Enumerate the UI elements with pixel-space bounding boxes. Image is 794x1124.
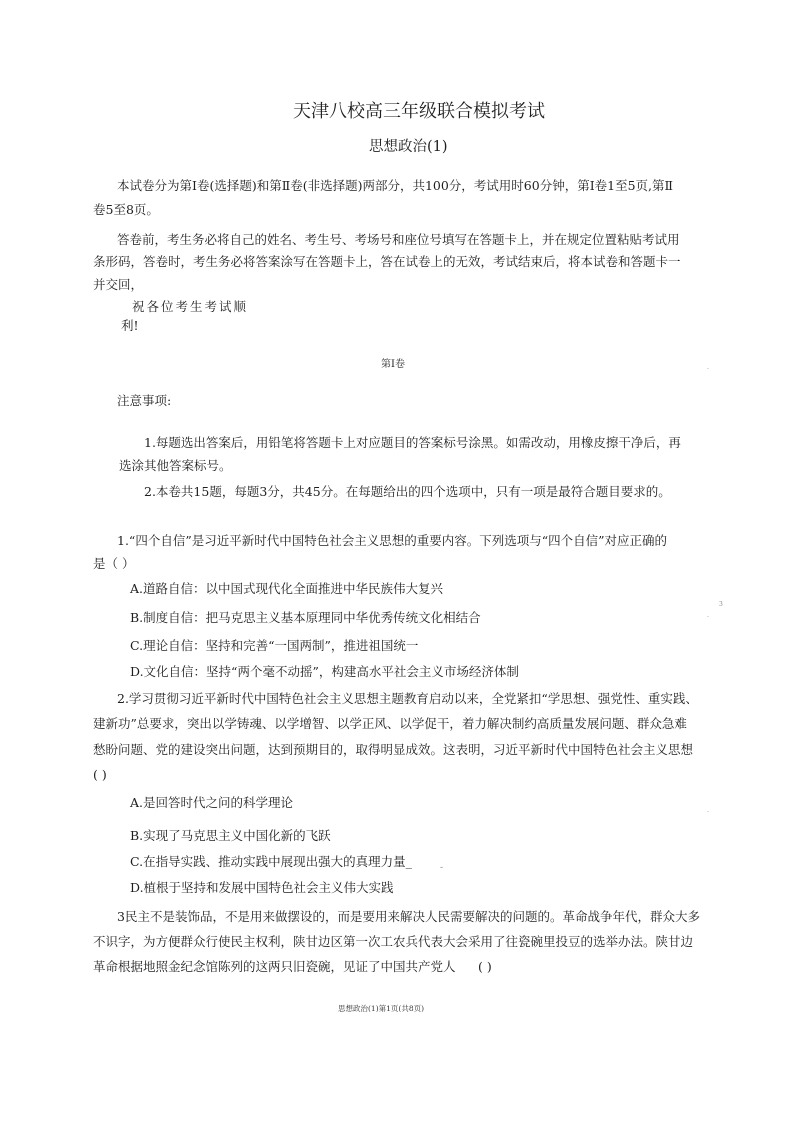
q2-option-c: C.在指导实践、推动实践中展现出强大的真理力量_ bbox=[130, 854, 412, 869]
q1-option-b: B.制度自信：把马克思主义基本原理同中华优秀传统文化相结合 bbox=[130, 610, 481, 625]
exam-subtitle: 思想政治(1) bbox=[369, 139, 448, 155]
q1-option-d: D.文化自信：坚持“两个毫不动摇”，构建高水平社会主义市场经济体制 bbox=[130, 664, 519, 679]
q1-stem-line-1: 1.“四个自信”是习近平新时代中国特色社会主义思想的重要内容。下列选项与“四个自信”对应正确的 bbox=[117, 533, 667, 548]
section-title: 第Ⅰ卷 bbox=[381, 359, 405, 370]
q1-stem-line-2: 是（ ） bbox=[93, 556, 135, 571]
note-line-1: 1.每题选出答案后，用铅笔将答题卡上对应题目的答案标号涂黑。如需改动，用橡皮擦干净后，再 bbox=[144, 435, 681, 450]
notes-heading: 注意事项: bbox=[117, 393, 172, 408]
intro-line-5: 并交回， bbox=[93, 277, 144, 292]
wish-line-2: 利! bbox=[121, 318, 139, 333]
wish-line-1: 祝各位考生考试顺 bbox=[132, 299, 249, 314]
q3-stem-line-2: 不识字，为方便群众行使民主权利，陕甘边区第一次工农兵代表大会采用了往瓷碗里投豆的选举办法。陕甘边 bbox=[93, 934, 694, 949]
note-line-2: 选涂其他答案标号。 bbox=[119, 458, 232, 473]
stray-mark-3: · bbox=[707, 809, 709, 816]
intro-line-2: 卷5至8页。 bbox=[93, 202, 159, 217]
q2-stem-line-1: 2.学习贯彻习近平新时代中国特色社会主义思想主题教育启动以来，全党紧扣“学思想、强党性、重实践、 bbox=[117, 691, 698, 706]
q1-option-c: C.理论自信：坚持和完善“一国两制”，推进祖国统一 bbox=[130, 638, 419, 653]
intro-line-1: 本试卷分为第Ⅰ卷(选择题)和第Ⅱ卷(非选择题)两部分，共100分，考试用时60分钟，第Ⅰ卷1至5页,第Ⅱ bbox=[117, 178, 674, 193]
q3-stem-line-3: 革命根据地照金纪念馆陈列的这两只旧瓷碗，见证了中国共产党人 bbox=[93, 959, 456, 974]
q2-stem-line-3: 愁盼问题、党的建设突出问题，达到预期目的，取得明显成效。这表明，习近平新时代中国特色社会主义思想 bbox=[93, 742, 694, 757]
q2-option-d: D.植根于坚持和发展中国特色社会主义伟大实践 bbox=[130, 880, 394, 895]
q2-option-a: A.是回答时代之问的科学理论 bbox=[130, 795, 294, 810]
stray-mark-digit: 3 bbox=[719, 601, 723, 608]
q2-option-b: B.实现了马克思主义中国化新的飞跃 bbox=[130, 828, 331, 843]
q2-stem-line-2: 建新功”总要求，突出以学铸魂、以学增智、以学正风、以学促干，着力解决制约高质量发展问题、群众急难 bbox=[93, 716, 687, 731]
q3-answer-blank: ( ) bbox=[478, 959, 492, 974]
q2-stem-line-4: ( ) bbox=[93, 767, 107, 782]
intro-line-3: 答卷前，考生务必将自己的姓名、考生号、考场号和座位号填写在答题卡上，并在规定位置粘贴考试用 bbox=[117, 232, 680, 247]
note-line-3: 2.本卷共15题，每题3分，共45分。在每题给出的四个选项中，只有一项是最符合题目要求的。 bbox=[144, 484, 671, 499]
q1-option-a: A.道路自信：以中国式现代化全面推进中华民族伟大复兴 bbox=[130, 581, 444, 596]
stray-mark-dash: - bbox=[440, 863, 444, 873]
exam-title: 天津八校高三年级联合模拟考试 bbox=[293, 101, 545, 122]
stray-mark-2: · bbox=[707, 614, 709, 621]
stray-mark-1: · bbox=[707, 366, 709, 373]
intro-line-4: 条形码，答卷时，考生务必将答案涂写在答题卡上，答在试卷上的无效，考试结束后，将本试卷和答题卡一 bbox=[93, 254, 681, 269]
q3-stem-line-1: 3民主不是装饰品，不是用来做摆设的，而是要用来解决人民需要解决的问题的。革命战争年代，群众大多 bbox=[117, 909, 700, 924]
page-footer: 思想政治(1)第1页(共8页) bbox=[338, 1004, 425, 1013]
